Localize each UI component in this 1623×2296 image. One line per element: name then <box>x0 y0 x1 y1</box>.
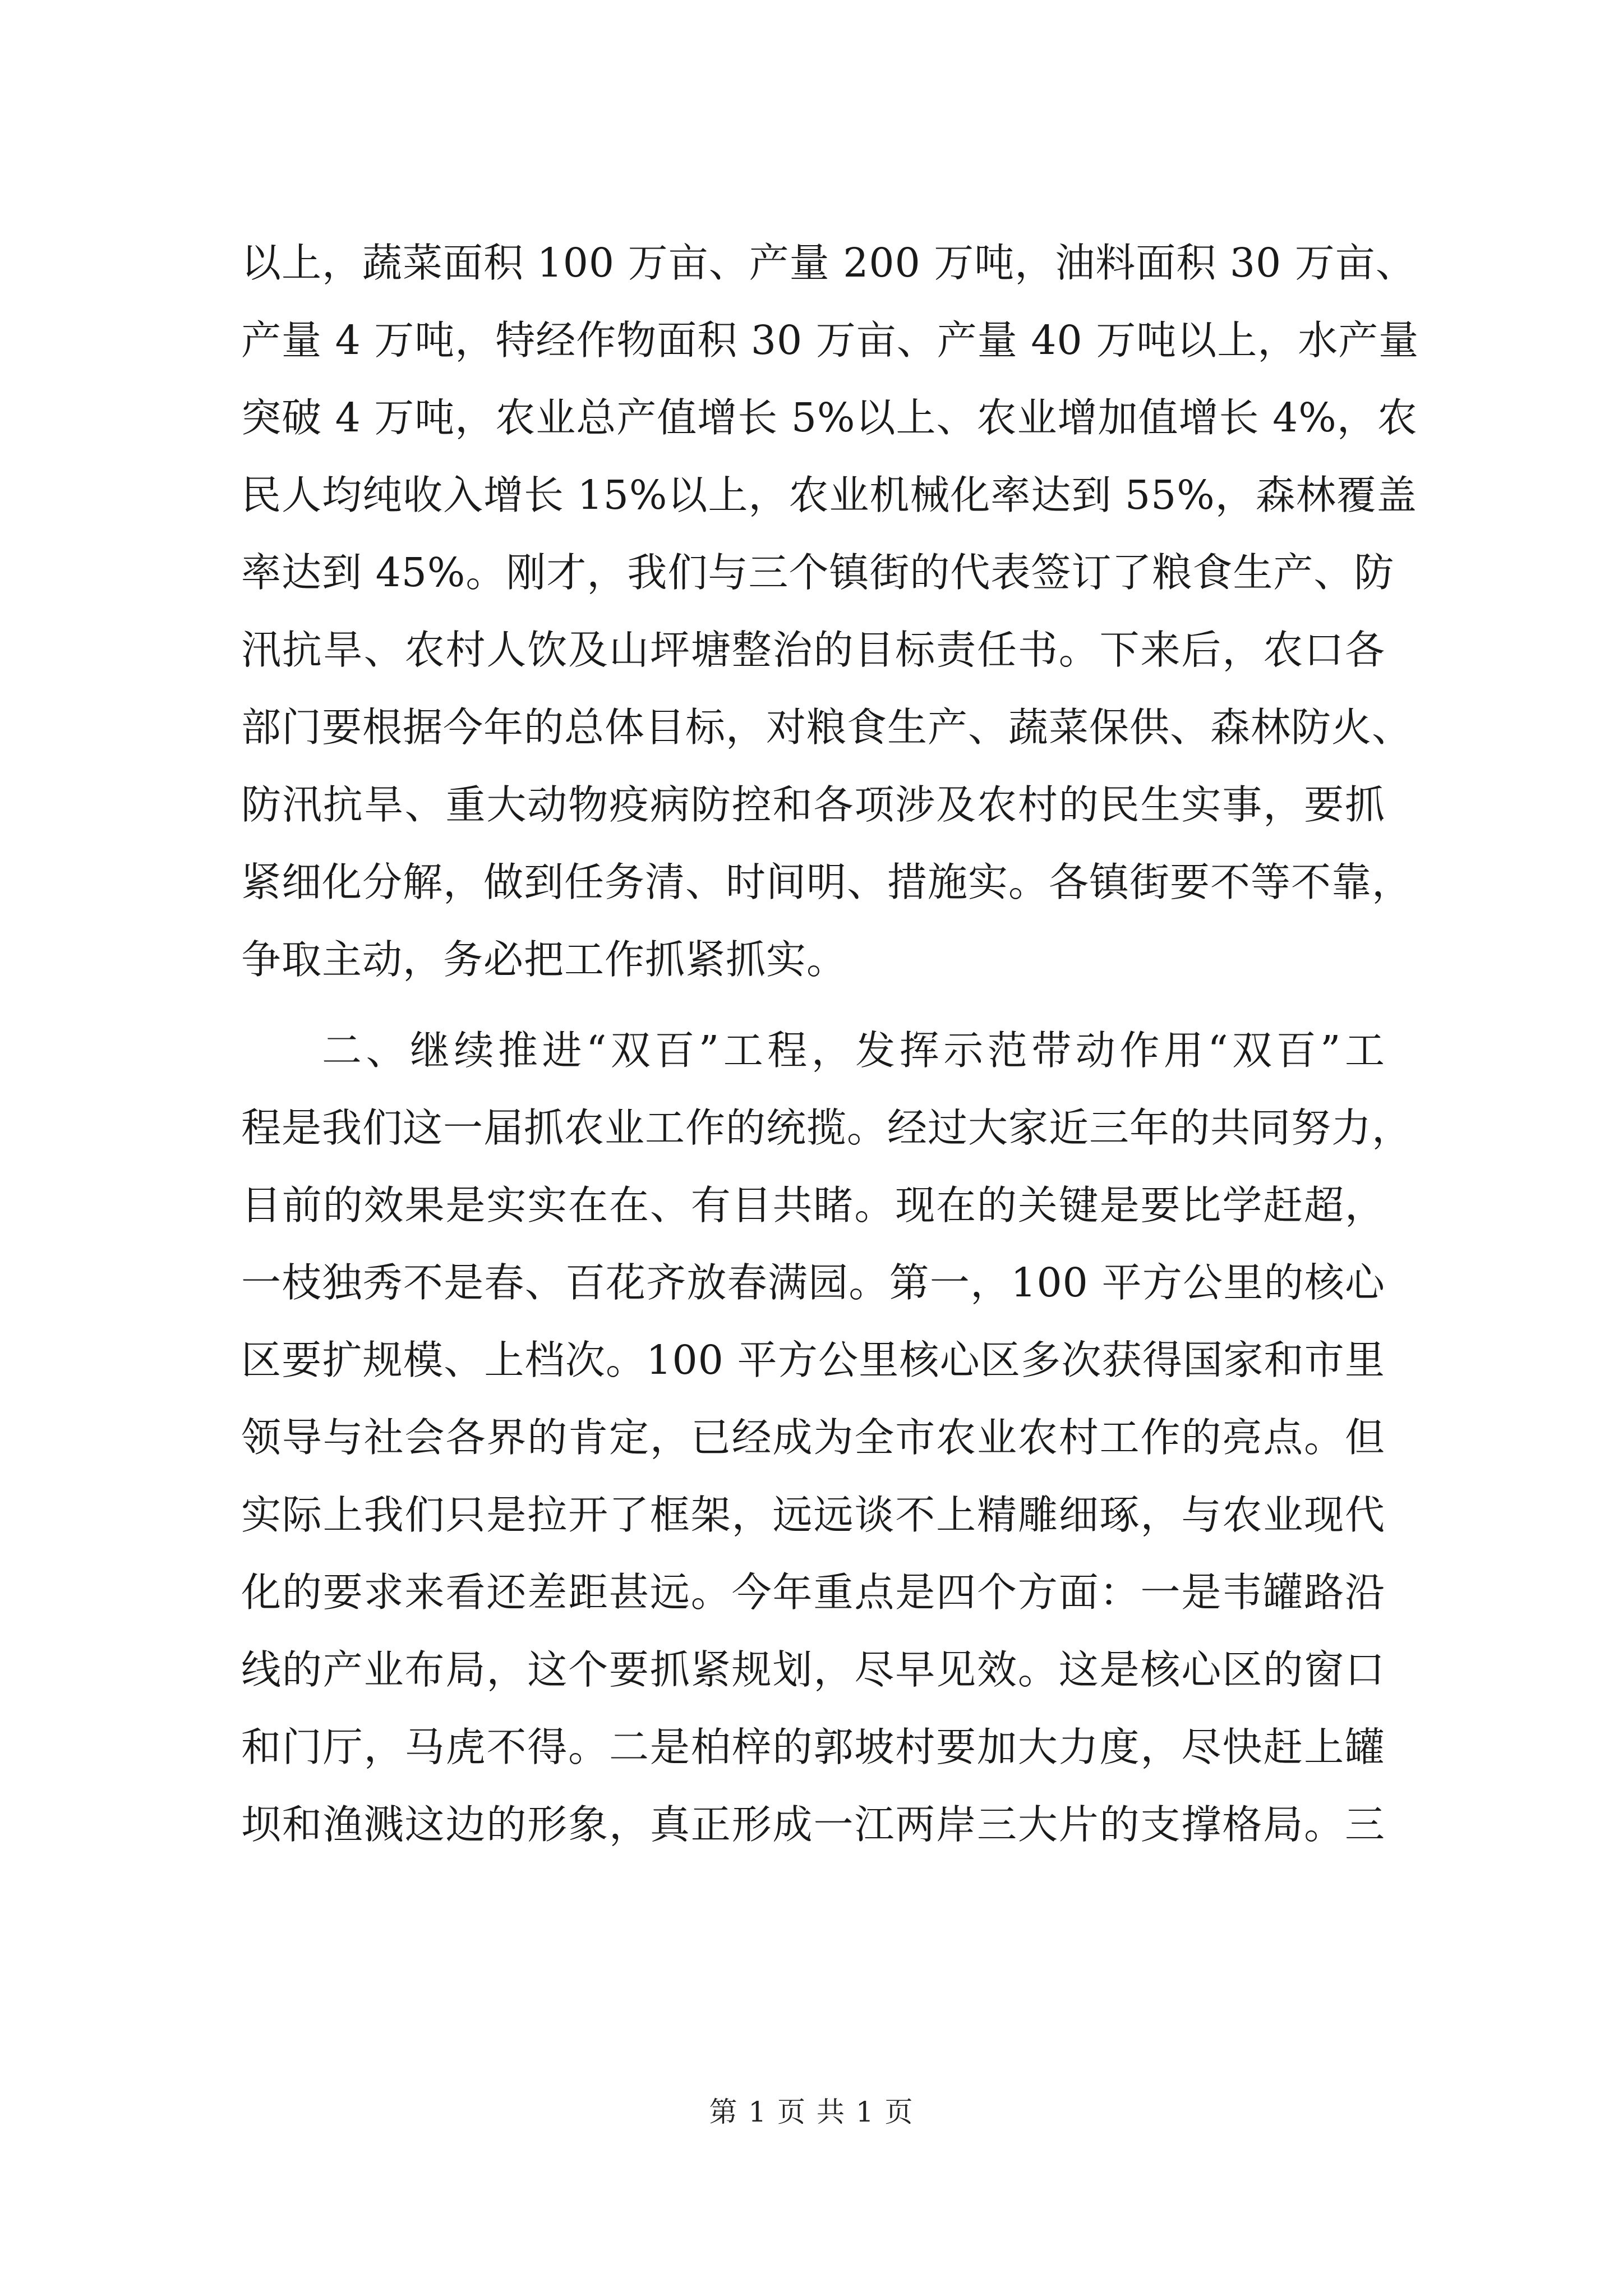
text-line: 率达到 45%。刚才，我们与三个镇街的代表签订了粮食生产、防 <box>241 549 1395 596</box>
text-line: 争取主动，务必把工作抓紧抓实。 <box>241 936 847 983</box>
text-line: 坝和渔溅这边的形象，真正形成一江两岸三大片的支撑格局。三 <box>241 1801 1385 1848</box>
text-line: 区要扩规模、上档次。100 平方公里核心区多次获得国家和市里 <box>241 1337 1385 1383</box>
text-line: 民人均纯收入增长 15%以上，农业机械化率达到 55%，森林覆盖 <box>241 472 1417 518</box>
text-line: 化的要求来看还差距甚远。今年重点是四个方面：一是韦罐路沿 <box>241 1569 1385 1616</box>
paragraph-gap <box>241 999 1385 1012</box>
text-line: 部门要根据今年的总体目标，对粮食生产、蔬菜保供、森林防火、 <box>241 704 1413 751</box>
text-line: 二、继续推进“双百”工程，发挥示范带动作用“双百”工 <box>322 1027 1385 1074</box>
text-line: 线的产业布局，这个要抓紧规划，尽早见效。这是核心区的窗口 <box>241 1646 1385 1693</box>
text-line: 防汛抗旱、重大动物疫病防控和各项涉及农村的民生实事，要抓 <box>241 781 1385 828</box>
text-line: 一枝独秀不是春、百花齐放春满园。第一，100 平方公里的核心 <box>241 1259 1385 1306</box>
text-line: 汛抗旱、农村人饮及山坪塘整治的目标责任书。下来后，农口各 <box>241 627 1385 673</box>
text-line: 突破 4 万吨，农业总产值增长 5%以上、农业增加值增长 4%，农 <box>241 394 1418 441</box>
text-line: 目前的效果是实实在在、有目共睹。现在的关键是要比学赶超， <box>241 1182 1385 1228</box>
text-line: 实际上我们只是拉开了框架，远远谈不上精雕细琢，与农业现代 <box>241 1492 1385 1538</box>
page-footer: 第 1 页 共 1 页 <box>709 2096 914 2128</box>
document-body <box>241 224 1419 1864</box>
paragraph-1 <box>241 224 1419 999</box>
text-line: 以上，蔬菜面积 100 万亩、产量 200 万吨，油料面积 30 万亩、 <box>241 240 1416 286</box>
text-line: 和门厅，马虎不得。二是柏梓的郭坡村要加大力度，尽快赶上罐 <box>241 1724 1385 1770</box>
paragraph-2 <box>241 1012 1413 1864</box>
text-line: 领导与社会各界的肯定，已经成为全市农业农村工作的亮点。但 <box>241 1414 1385 1461</box>
text-line: 紧细化分解，做到任务清、时间明、措施实。各镇街要不等不靠， <box>241 859 1413 905</box>
text-line: 产量 4 万吨，特经作物面积 30 万亩、产量 40 万吨以上，水产量 <box>241 317 1419 364</box>
text-line: 程是我们这一届抓农业工作的统揽。经过大家近三年的共同努力， <box>241 1105 1413 1151</box>
